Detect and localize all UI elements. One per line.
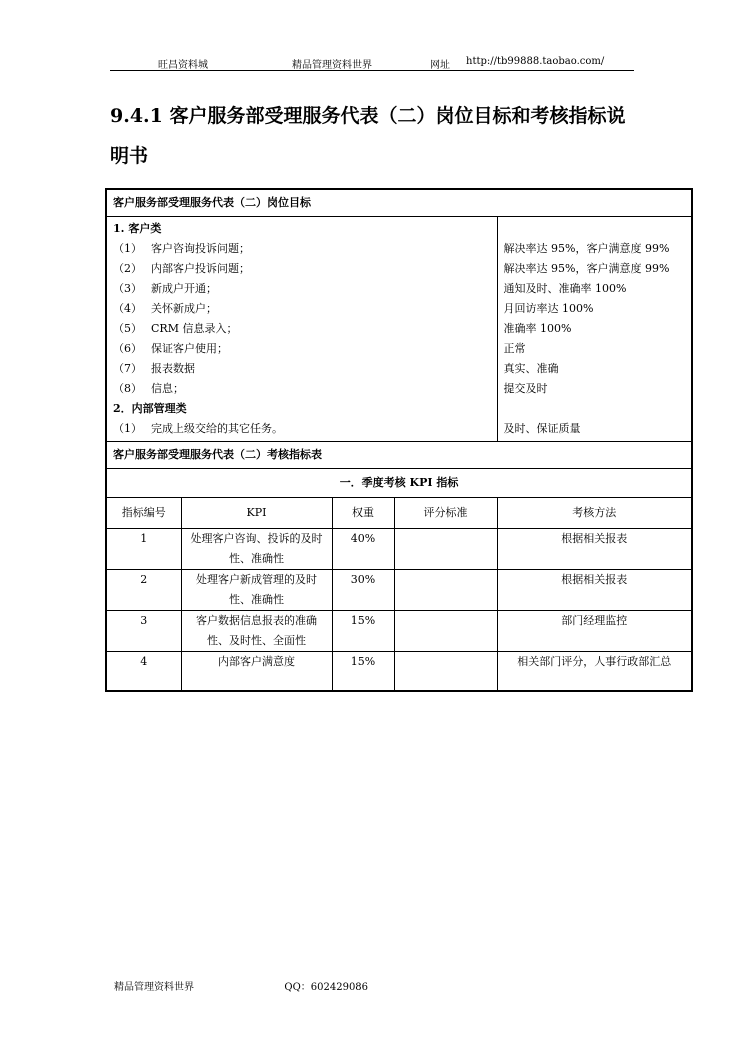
kpi-weight: 30% (332, 570, 394, 611)
goal-item-num: （6） (113, 342, 142, 355)
goal-target: 解决率达 95%，客户满意度 99% (503, 242, 670, 255)
table-row (106, 570, 692, 611)
goal-item (113, 279, 491, 299)
header-shop-name: 旺昌资料城 (158, 60, 208, 71)
goal-target: 月回访率达 100% (503, 302, 594, 315)
goal-item (113, 359, 491, 379)
goal-item (113, 299, 491, 319)
goal-item (113, 379, 491, 399)
header-site-name: 精品管理资料世界 (292, 60, 372, 71)
kpi-name: 客户数据信息报表的准确性、及时性、全面性 (181, 611, 332, 652)
category-customer: 1. 客户类 (113, 222, 162, 235)
goal-target: 解决率达 95%，客户满意度 99% (503, 262, 670, 275)
kpi-weight: 15% (332, 611, 394, 652)
kpi-column-headers (106, 498, 692, 529)
goals-section-heading: 客户服务部受理服务代表（二）岗位目标 (106, 189, 692, 217)
goal-item-text: CRM 信息录入； (151, 322, 238, 335)
goal-item (113, 319, 491, 339)
goal-item-num: （8） (113, 382, 142, 395)
column-header-method: 考核方法 (497, 498, 692, 529)
goal-item-text: 保证客户使用； (151, 342, 228, 355)
goal-item-text: 关怀新成户； (151, 302, 217, 315)
kpi-standard (394, 652, 497, 692)
kpi-weight: 15% (332, 652, 394, 692)
goal-item-text: 报表数据 (151, 362, 195, 375)
goal-item-num: （7） (113, 362, 142, 375)
kpi-table-body (106, 498, 692, 692)
job-goals-table (105, 188, 693, 692)
column-header-id: 指标编号 (106, 498, 181, 529)
goal-target: 通知及时、准确率 100% (503, 282, 627, 295)
goal-target: 及时、保证质量 (503, 422, 581, 435)
goal-item-num: （1） (113, 242, 142, 255)
category-internal: 2．内部管理类 (113, 402, 187, 415)
kpi-standard (394, 570, 497, 611)
table-row (106, 529, 692, 570)
goal-target: 正常 (503, 342, 526, 355)
footer-qq: QQ：602429086 (284, 982, 369, 993)
kpi-name: 处理客户新成管理的及时性、准确性 (181, 570, 332, 611)
page-header (110, 56, 634, 71)
kpi-id: 4 (106, 652, 181, 692)
goal-item-num: （3） (113, 282, 142, 295)
kpi-subheading: 一．季度考核 KPI 指标 (106, 469, 692, 498)
table-row (106, 652, 692, 692)
kpi-method: 部门经理监控 (497, 611, 692, 652)
goal-item-text: 内部客户投诉问题； (151, 262, 250, 275)
goal-item-num: （5） (113, 322, 142, 335)
goal-item-text: 信息； (151, 382, 184, 395)
kpi-name: 处理客户咨询、投诉的及时性、准确性 (181, 529, 332, 570)
goals-left-cell (106, 217, 497, 442)
column-header-kpi: KPI (181, 498, 332, 529)
kpi-name: 内部客户满意度 (181, 652, 332, 692)
goal-item (113, 239, 491, 259)
goal-item (113, 259, 491, 279)
kpi-section-heading: 客户服务部受理服务代表（二）考核指标表 (106, 442, 692, 469)
header-url-label: 网址 (430, 60, 450, 71)
goal-item-num: （2） (113, 262, 142, 275)
footer-site-name: 精品管理资料世界 (114, 982, 194, 993)
column-header-standard: 评分标准 (394, 498, 497, 529)
kpi-weight: 40% (332, 529, 394, 570)
kpi-standard (394, 611, 497, 652)
kpi-id: 2 (106, 570, 181, 611)
goal-item-num: （4） (113, 302, 142, 315)
goal-item-text: 客户咨询投诉问题； (151, 242, 250, 255)
kpi-method: 相关部门评分，人事行政部汇总 (497, 652, 692, 692)
header-url-link[interactable]: http://tb99888.taobao.com/ (466, 56, 605, 67)
column-header-weight: 权重 (332, 498, 394, 529)
document-title: 9.4.1 客户服务部受理服务代表（二）岗位目标和考核指标说明书 (110, 105, 626, 167)
kpi-id: 1 (106, 529, 181, 570)
goal-target: 提交及时 (503, 382, 548, 395)
goal-target: 真实、准确 (503, 362, 559, 375)
kpi-method: 根据相关报表 (497, 529, 692, 570)
kpi-method: 根据相关报表 (497, 570, 692, 611)
goal-target: 准确率 100% (503, 322, 572, 335)
goal-item-text: 完成上级交给的其它任务。 (151, 422, 283, 435)
goals-right-cell (497, 217, 692, 442)
goal-item-text: 新成户开通； (151, 282, 217, 295)
goal-item-num: （1） (113, 422, 142, 435)
goal-item (113, 339, 491, 359)
kpi-id: 3 (106, 611, 181, 652)
page-footer (114, 978, 368, 993)
kpi-standard (394, 529, 497, 570)
table-row (106, 611, 692, 652)
goal-item (113, 419, 491, 439)
